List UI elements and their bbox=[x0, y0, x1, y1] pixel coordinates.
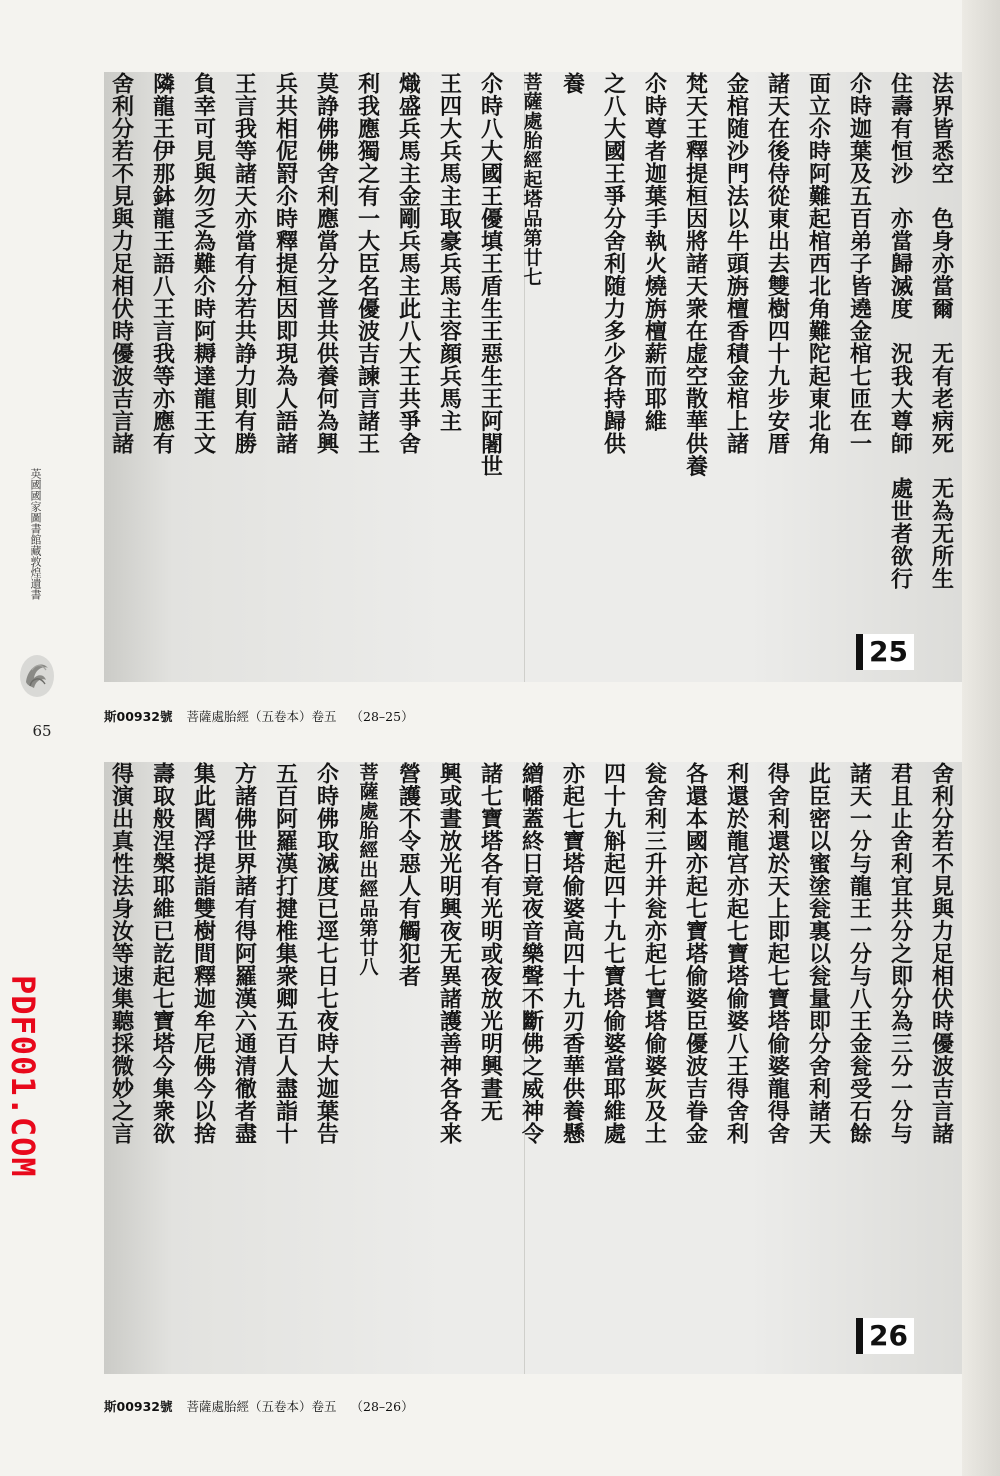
manuscript-column: 利我應獨之有一大臣名優波吉諫言諸王 bbox=[354, 72, 381, 455]
plate-number-25: 25 bbox=[856, 634, 914, 670]
manuscript-column: 四十九斛起四十九七寶塔偷婆當耶維處 bbox=[600, 762, 627, 1145]
manuscript-column: 利還於龍宫亦起七寶塔偷婆八王得舍利 bbox=[723, 762, 750, 1145]
plate-caption-25 bbox=[104, 707, 414, 725]
plate-caption-26 bbox=[104, 1397, 414, 1415]
manuscript-columns bbox=[104, 762, 962, 1374]
manuscript-column: 諸天在後侍從東出去雙樹四十九步安厝 bbox=[764, 72, 791, 455]
manuscript-column: 之八大國王爭分舍利随力多少各持歸供 bbox=[600, 72, 627, 455]
caption-reference: （28–26） bbox=[350, 1399, 414, 1414]
manuscript-column: 諸七寶塔各有光明或夜放光明興晝无 bbox=[477, 762, 504, 1122]
manuscript-column: 舍利分若不見與力足相伏時優波吉言諸 bbox=[928, 762, 955, 1145]
manuscript-column: 興或晝放光明興夜无異諸護善神各各来 bbox=[436, 762, 463, 1145]
plate-number-26: 26 bbox=[856, 1318, 914, 1354]
chapter-heading: 菩薩處胎經出經品第廿八 bbox=[356, 762, 379, 977]
manuscript-column: 舍利分若不見與力足相伏時優波吉言諸 bbox=[108, 72, 135, 455]
caption-title: 菩薩處胎經（五卷本）卷五 bbox=[186, 1399, 337, 1414]
manuscript-column: 方諸佛世界諸有得阿羅漢六通清徹者盡 bbox=[231, 762, 258, 1145]
manuscript-column: 熾盛兵馬主金剛兵馬主此八大王共爭舍 bbox=[395, 72, 422, 455]
manuscript-column: 各還本國亦起七寶塔偷婆臣優波吉眷金 bbox=[682, 762, 709, 1145]
manuscript-column: 隣龍王伊那鉢龍王語八王言我等亦應有 bbox=[149, 72, 176, 455]
library-emblem-icon bbox=[18, 652, 56, 700]
catalog-number: 斯00932號 bbox=[104, 1399, 173, 1414]
manuscript-column: 諸天一分与龍王一分与八王金瓮受石餘 bbox=[846, 762, 873, 1145]
manuscript-column: 壽取般涅槃耶維已訖起七寶塔今集衆欲 bbox=[149, 762, 176, 1145]
manuscript-column: 瓮舍利三升并瓮亦起七寶塔偷婆灰及土 bbox=[641, 762, 668, 1145]
watermark: PDF001.COM bbox=[4, 975, 42, 1178]
manuscript-column: 五百阿羅漢打揵椎集衆卿五百人盡詣十 bbox=[272, 762, 299, 1145]
manuscript-column: 梵天王釋提桓因將諸天衆在虚空散華供養 bbox=[682, 72, 709, 477]
manuscript-column: 此臣密以蜜塗瓮裏以瓮量即分舍利諸天 bbox=[805, 762, 832, 1145]
catalog-number: 斯00932號 bbox=[104, 709, 173, 724]
series-title: 英國國家圖書館藏敦煌遺書 bbox=[29, 468, 42, 600]
manuscript-column: 法界皆悉空 色身亦當爾 无有老病死 无為无所生 bbox=[928, 72, 955, 590]
manuscript-column: 亦起七寶塔偷婆高四十九刃香華供養懸 bbox=[559, 762, 586, 1145]
manuscript-column: 王言我等諸天亦當有分若共諍力則有勝 bbox=[231, 72, 258, 455]
manuscript-scan-26 bbox=[104, 762, 962, 1374]
manuscript-column: 住壽有恒沙 亦當歸滅度 況我大尊師 處世者欲行 bbox=[887, 72, 914, 590]
caption-title: 菩薩處胎經（五卷本）卷五 bbox=[186, 709, 337, 724]
manuscript-column: 營護不令惡人有觸犯者 bbox=[395, 762, 422, 987]
page-edge-shadow bbox=[962, 0, 1000, 1476]
manuscript-column: 養 bbox=[559, 72, 586, 95]
manuscript-column: 集此閻浮提詣雙樹間釋迦牟尼佛今以捨 bbox=[190, 762, 217, 1145]
manuscript-column: 尒時迦葉及五百弟子皆遶金棺七匝在一 bbox=[846, 72, 873, 455]
manuscript-column: 面立尒時阿難起棺西北角難陀起東北角 bbox=[805, 72, 832, 455]
page-number: 65 bbox=[32, 722, 52, 740]
manuscript-column: 尒時八大國王優填王盾生王惡生王阿闍世 bbox=[477, 72, 504, 477]
manuscript-column: 君且止舍利宜共分之即分為三分一分与 bbox=[887, 762, 914, 1145]
manuscript-column: 兵共相伲罸尒時釋提桓因即現為人語諸 bbox=[272, 72, 299, 455]
chapter-heading: 菩薩處胎經起塔品第廿七 bbox=[520, 72, 543, 287]
manuscript-scan-25 bbox=[104, 72, 962, 682]
manuscript-column: 得演出真性法身汝等速集聽採微妙之言 bbox=[108, 762, 135, 1145]
manuscript-column: 繒幡蓋終日竟夜音樂聲不斷佛之威神令 bbox=[518, 762, 545, 1145]
manuscript-column: 金棺随沙門法以牛頭旃檀香積金棺上諸 bbox=[723, 72, 750, 455]
manuscript-column: 負幸可見與勿乏為難尒時阿耨達龍王文 bbox=[190, 72, 217, 455]
manuscript-column: 王四大兵馬主取豪兵馬主容顔兵馬主 bbox=[436, 72, 463, 432]
manuscript-column: 莫諍佛佛舍利應當分之普共供養何為興 bbox=[313, 72, 340, 455]
manuscript-column: 尒時佛取滅度已逕七日七夜時大迦葉告 bbox=[313, 762, 340, 1145]
caption-reference: （28–25） bbox=[350, 709, 414, 724]
manuscript-column: 尒時尊者迦葉手執火燒旃檀薪而耶維 bbox=[641, 72, 668, 432]
manuscript-column: 得舍利還於天上即起七寶塔偷婆龍得舍 bbox=[764, 762, 791, 1145]
manuscript-columns bbox=[104, 72, 962, 682]
